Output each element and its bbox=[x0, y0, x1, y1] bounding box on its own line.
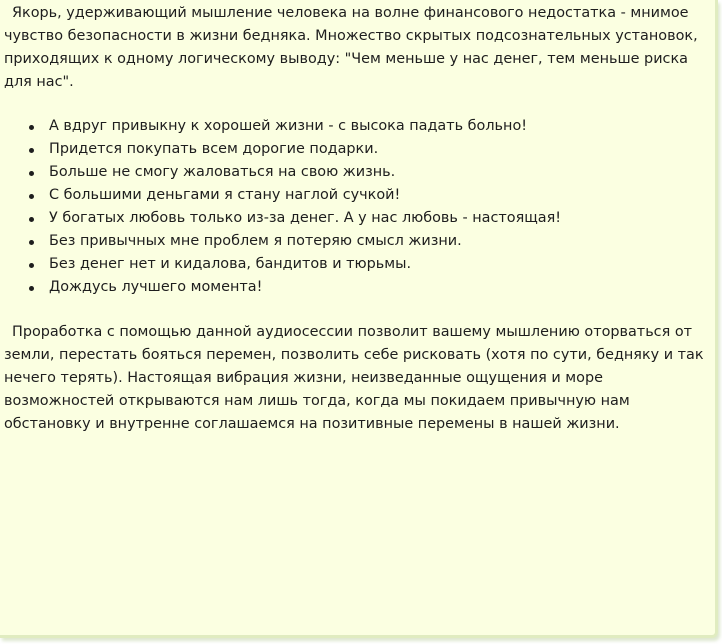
list-item: Без привычных мне проблем я потеряю смысл жизни. bbox=[49, 230, 704, 253]
conclusion-paragraph: Проработка с помощью данной аудиосессии позволит вашему мышлению оторваться от земли, перестать бояться перемен, позволить себе рисковать (хотя по сути, бедняку и так нечего терять). Настоящая вибрация жизни, неизведанные ощущения и море возможностей открываются нам лишь тогда, когда мы покидаем привычную нам обстановку и внутренне соглашаемся на позитивные перемены в нашей жизни. bbox=[4, 324, 704, 432]
beliefs-list bbox=[4, 115, 704, 299]
list-item: Без денег нет и кидалова, бандитов и тюрьмы. bbox=[49, 253, 704, 276]
list-item: Больше не смогу жаловаться на свою жизнь. bbox=[49, 161, 704, 184]
intro-paragraph: Якорь, удерживающий мышление человека на волне финансового недостатка - мнимое чувство безопасности в жизни бедняка. Множество скрытых подсознательных установок, приходящих к одному логическому выводу: "Чем меньше у нас денег, тем меньше риска для нас". bbox=[4, 5, 698, 90]
list-item: А вдруг привыкну к хорошей жизни - с высока падать больно! bbox=[49, 115, 704, 138]
list-item: Дождусь лучшего момента! bbox=[49, 276, 704, 299]
list-item: С большими деньгами я стану наглой сучкой! bbox=[49, 184, 704, 207]
list-item: Придется покупать всем дорогие подарки. bbox=[49, 138, 704, 161]
list-item: У богатых любовь только из-за денег. А у нас любовь - настоящая! bbox=[49, 207, 704, 230]
article-body bbox=[4, 2, 704, 436]
